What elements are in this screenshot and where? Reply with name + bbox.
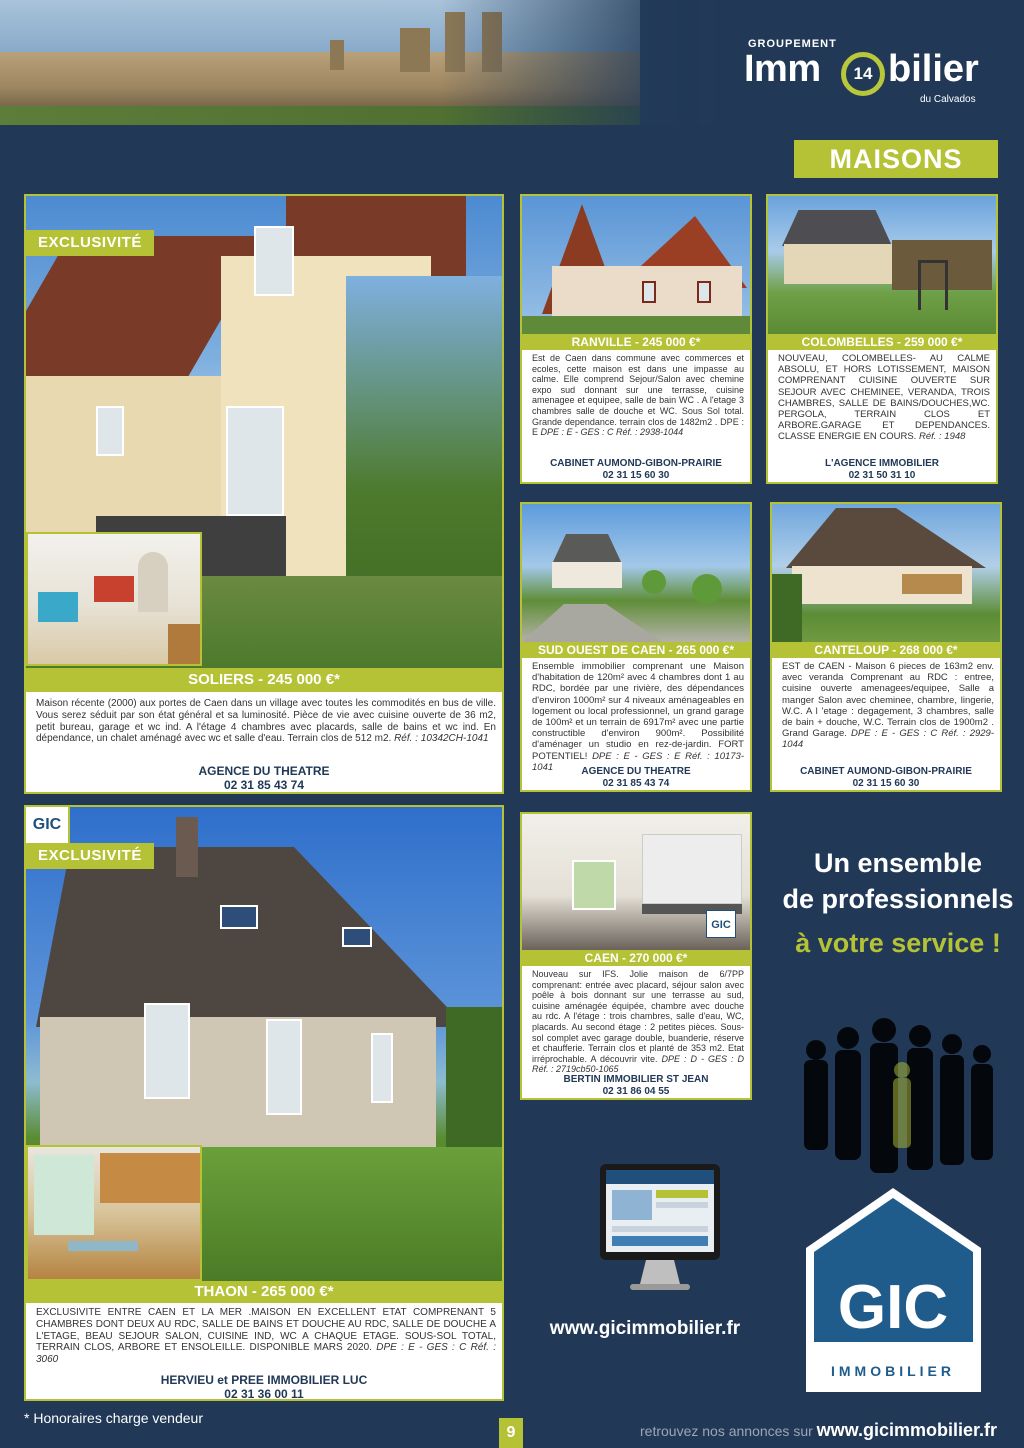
house-wall [784,244,892,284]
house-window [697,281,711,303]
agency-name: CABINET AUMOND-GIBON-PRAIRIE [800,766,972,777]
logo-right-text: bilier [888,48,979,90]
immobilier-logo[interactable] [740,38,1010,108]
agency-phone[interactable]: 02 31 86 04 55 [602,1086,670,1097]
listing-photo [522,196,750,334]
page-number: 9 [499,1418,523,1448]
listing-photo [768,196,996,334]
house-window [266,1019,302,1115]
sofa [38,592,78,622]
listing-description-text: EST de CAEN - Maison 6 pieces de 163m2 env. avec veranda Comprenant au RDC : entree, cuisine ouverte amenagees/equipee, Salle a manger Salon avec cheminee, chambre, lingerie, W.C. A l 'etage : degagement, 3 chambres, salle de bain + douche, W.C. Terrain clos de 1900m2 . Grand Garage. [782,661,994,740]
window-view [34,1155,94,1235]
interior-inset-photo [26,532,202,666]
agency-name: L'AGENCE IMMOBILIER [824,458,940,469]
business-people-silhouette [786,1010,1008,1180]
listing-title: SUD OUEST DE CAEN - 265 000 €* [522,642,750,658]
listing-description [532,353,744,438]
listing-card[interactable] [520,502,752,792]
arch-door [138,552,168,612]
listing-photo [772,504,1000,642]
section-title: MAISONS [794,140,998,178]
listing-description [36,698,496,745]
listing-title: RANVILLE - 245 000 €* [522,334,750,350]
footer-prefix: retrouvez nos annonces sur [640,1423,813,1439]
listing-card[interactable] [24,805,504,1401]
logo-top-text: GROUPEMENT [748,38,837,50]
logo-left-text: Imm [744,48,821,90]
listing-description-text: Ensemble immobilier comprenant une Maison d'habitation de 120m² avec 4 chambres dont 1 au RDC, bordée par une rivière, des dépendances d'environ 1000m² sur 4 niveaux aménageables en logement ou local professionnel, un grand garage de 100m² et un terrain de 6917m² avec une partie constructible d'environ 900m². Possibilité d'aménager un studio en rez-de-jardin. FORT POTENTIEL! [532,661,744,762]
agency-phone[interactable]: 02 31 36 00 11 [224,1387,304,1401]
swing-frame [918,260,948,310]
house-roof [36,847,466,1027]
tv-unit [94,576,134,602]
table [168,624,202,666]
promo-line-3: à votre service ! [795,928,1001,958]
logo-badge: 14 [841,52,885,96]
listing-card[interactable] [770,502,1002,792]
lawn [522,316,750,334]
listing-description [778,353,990,443]
fees-note: * Honoraires charge vendeur [24,1410,203,1426]
agency-phone[interactable]: 02 31 85 43 74 [602,778,670,789]
listing-reference: Réf. : 10342CH-1041 [394,733,489,745]
listing-photo [522,504,750,642]
hedge [446,1007,502,1147]
listing-title: CANTELOUP - 268 000 €* [772,642,1000,658]
agency-block [522,1074,750,1098]
agency-block [768,458,996,482]
listing-photo [522,814,750,950]
svg-text:IMMOBILIER: IMMOBILIER [831,1363,955,1379]
agency-phone[interactable]: 02 31 15 60 30 [602,470,670,481]
house-window [642,281,656,303]
shrub [642,570,666,594]
listing-card[interactable] [520,194,752,484]
agency-name: AGENCE DU THEATRE [198,764,330,778]
listing-reference: DPE : E - GES : C Réf. : 2929-1044 [782,728,994,751]
agency-block [522,458,750,482]
house-wall [552,562,622,588]
tree [772,574,802,642]
listing-reference: DPE : E - GES : E Réf. : 10173-1041 [532,750,745,773]
veranda [902,574,962,594]
agency-name: HERVIEU et PREE IMMOBILIER LUC [160,1373,368,1387]
listing-description-text: Nouveau sur IFS. Jolie maison de 6/7PP comprenant: entrée avec placard, séjour salon avec poêle à bois donnant sur une terrasse au sud, cuisine aménagée équipée, chambre avec douche au rdc. A l'étage : trois chambres, salle d'eau, WC, placards. Au second étage : 2 petites pièces. Sous-sol complet avec garage double, buanderie, réserve et chaufferie. Terrain clos et planté de 353 m2. Etat irréprochable. A découvrir vite. [532,969,744,1064]
listing-description-text: EXCLUSIVITE ENTRE CAEN ET LA MER .MAISON EN EXCELLENT ETAT COMPRENANT 5 CHAMBRES DONT DEUX AU RDC, SALLE DE BAINS ET DOUCHE AU RDC, SALLE DE DOUCHE A L'ETAGE, BEAU SEJOUR SALON, CUISINE IND, WC A CHAQUE ETAGE. SOUS-SOL TOTAL, TERRAIN CLOS, ARBORE ET ENSOLEILLE. DISPONIBLE MARS 2020. [36,1307,496,1354]
listing-description [36,1307,496,1366]
house-window [254,226,294,296]
agency-phone[interactable]: 02 31 50 31 10 [848,470,916,481]
agency-block [772,766,1000,790]
website-link[interactable]: www.gicimmobilier.fr [549,1318,741,1339]
house-window [96,406,124,456]
listing-title: CAEN - 270 000 €* [522,950,750,966]
house-window [226,406,284,516]
svg-text:GIC: GIC [837,1273,949,1342]
driveway [522,604,662,642]
listing-description-text: NOUVEAU, COLOMBELLES- AU CALME ABSOLU, ET HORS LOTISSEMENT, MAISON COMPRENANT CUISINE OUVERTE SUR SEJOUR AVEC CHEMINEE, VERANDA, TROIS CHAMBRES, SALLE DE BAINS/DOUCHES,WC. PERGOLA, TERRAIN CLOS ET ARBORE.GARAGE ET DEPENDANCES. CLASSE ENERGIE EN COURS. [778,353,990,443]
listing-reference: Réf. : 1948 [918,431,966,443]
dining-table [68,1241,138,1251]
exclusive-badge: EXCLUSIVITÉ [26,230,154,256]
gic-corner-badge: GIC [24,805,70,845]
listing-title: THAON - 265 000 €* [26,1281,502,1303]
house-window [371,1033,393,1103]
house-roof [786,508,986,568]
gic-photo-badge: GIC [706,910,736,938]
roof-window [342,927,372,947]
house-roof [782,210,892,246]
listing-description [782,661,994,751]
church-tower [330,40,344,70]
promo-line-2: de professionnels [782,884,1014,914]
house-window [144,1003,190,1099]
listing-reference: DPE : E - GES : C Réf. : 2938-1044 [540,427,684,438]
footer-website[interactable] [640,1420,997,1441]
agency-block [26,764,502,793]
listing-card[interactable] [24,194,504,794]
kitchen-cabinets [100,1153,200,1203]
gic-immobilier-logo[interactable] [806,1188,981,1392]
listing-reference: DPE : E - GES : C Réf. : 3060 [36,1342,496,1366]
agency-block [26,1373,502,1401]
listing-title: COLOMBELLES - 259 000 €* [768,334,996,350]
monitor-icon [596,1160,724,1296]
listing-title: SOLIERS - 245 000 €* [26,668,502,692]
exclusive-badge: EXCLUSIVITÉ [26,843,154,869]
agency-phone[interactable]: 02 31 85 43 74 [223,778,305,793]
kitchen-cabinets [642,834,742,904]
listing-reference: DPE : D - GES : D Réf. : 2719cb50-1065 [532,1053,745,1075]
agency-name: BERTIN IMMOBILIER ST JEAN [563,1074,709,1085]
agency-phone[interactable]: 02 31 15 60 30 [852,778,920,789]
agency-name: CABINET AUMOND-GIBON-PRAIRIE [550,458,722,469]
promo-line-1: Un ensemble [813,848,983,878]
roof-window [220,905,258,929]
church-tower [400,28,430,72]
listing-description [532,969,744,1075]
listing-description-text: Est de Caen dans commune avec commerces et ecoles, cette maison est dans une impasse au calme. Elle comprend Sejour/Salon avec chemine expo sud donnant sur une terrasse, cuisine amenagee et equipee, salle de bain WC . A l'etage 3 chambres salle de douche et WC. Sous Sol total. Grande dependance. terrain clos de 1482m2 . DPE : E [532,353,744,438]
kitchen-window [572,860,616,910]
logo-sub-text: du Calvados [920,94,976,105]
listing-description [532,661,744,773]
chimney [176,817,198,877]
house-roof [552,534,622,564]
interior-inset-photo [26,1145,202,1281]
agency-name: AGENCE DU THEATRE [581,766,691,777]
footer-url[interactable]: www.gicimmobilier.fr [816,1420,998,1440]
banner-fade [440,0,700,125]
agency-block [522,766,750,790]
listing-description-text: Maison récente (2000) aux portes de Caen dans un village avec toutes les commodités en bus de ville. Vous serez séduit par son état général et sa luminosité. Pièce de vie avec cuisine ouverte de 36 m2, petit bureau, garage et wc ind. A l'étage 4 chambres avec placards, salle de bains et wc ind. En dépendance, un chalet aménagé avec wc et salle d'eau. Terrain clos de 512 m2. [36,698,496,745]
shrub [692,574,722,604]
listing-card[interactable] [520,812,752,1100]
listing-card[interactable] [766,194,998,484]
